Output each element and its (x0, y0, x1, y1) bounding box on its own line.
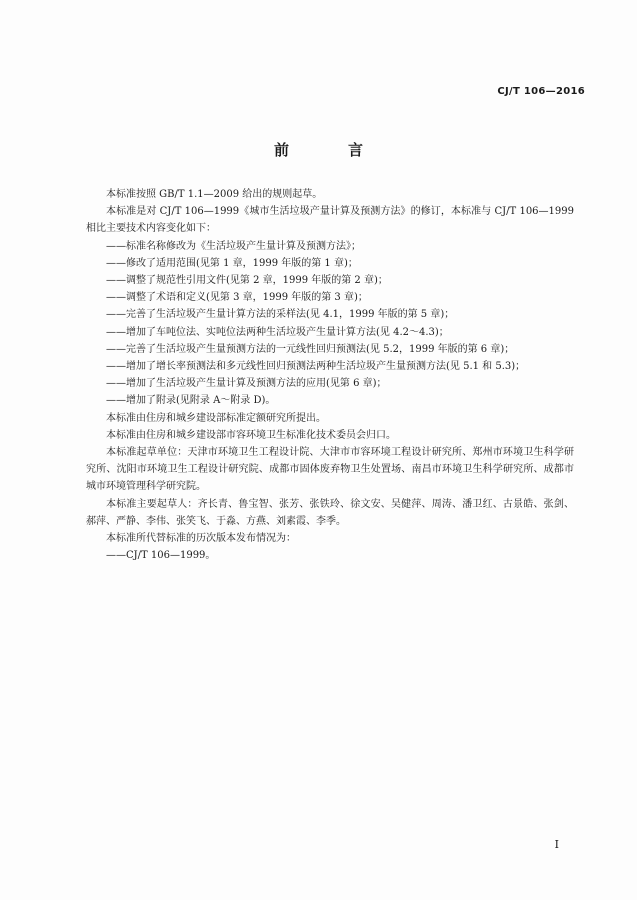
paragraph-revision: 本标准是对 CJ/T 106—1999《城市生活垃圾产量计算及预测方法》的修订，本标准与 CJ/T 106—1999 相比主要技术内容变化如下： (86, 206, 574, 235)
standard-code: CJ/T 106—2016 (497, 86, 585, 97)
paragraph-drafting-units: 本标准起草单位：天津市环境卫生工程设计院、大津市市容环境工程设计研究所、郑州市环境卫生科学研究所、沈阳市环境卫生工程设计研究院、成都市固体废弃物卫生处置场、南昌市环境卫生科学研究所、成都市城市环境管理科学研究院。 (86, 447, 574, 493)
page-title: 前 言 (273, 141, 385, 159)
changes-list (86, 238, 574, 410)
change-item: ——调整了术语和定义(见第 3 章，1999 年版的第 3 章)； (106, 292, 368, 304)
change-item: ——修改了适用范围(见第 1 章，1999 年版的第 1 章)； (106, 257, 358, 269)
change-item: ——增加了生活垃圾产生量计算及预测方法的应用(见第 6 章)； (106, 378, 387, 390)
change-item: ——完善了生活垃圾产生量计算方法的采样法(见 4.1，1999 年版的第 5 章)； (106, 309, 455, 321)
foreword-body (86, 186, 574, 564)
change-item: ——标准名称修改为《生活垃圾产生量计算及预测方法》； (106, 240, 361, 252)
change-item: ——完善了生活垃圾产生量预测方法的一元线性回归预测法(见 5.2，1999 年版的第 6 章)； (106, 343, 515, 355)
paragraph-drafters: 本标准主要起草人：齐长青、鲁宝智、张芳、张铁玲、徐文安、吴健萍、周涛、潘卫红、古景皓、张剑、郝萍、严静、李伟、张笑飞、于淼、方燕、刘素霞、李季。 (86, 498, 574, 527)
page-number: I (554, 838, 559, 851)
history-list (86, 547, 574, 564)
change-item: ——增加了附录(见附录 A～附录 D)。 (106, 395, 276, 407)
paragraph-proposed-by: 本标准由住房和城乡建设部标准定额研究所提出。 (106, 412, 326, 424)
change-item: ——调整了规范性引用文件(见第 2 章，1999 年版的第 2 章)； (106, 275, 388, 287)
history-item: ——CJ/T 106—1999。 (106, 550, 216, 562)
paragraph-history-intro: 本标准所代替标准的历次版本发布情况为： (106, 533, 296, 545)
change-item: ——增加了增长率预测法和多元线性回归预测法两种生活垃圾产生量预测方法(见 5.1 和 5.3)； (106, 361, 526, 373)
paragraph-centralized-by: 本标准由住房和城乡建设部市容环境卫生标准化技术委员会归口。 (106, 429, 396, 441)
paragraph-drafting-rules: 本标准按照 GB/T 1.1—2009 给出的规则起草。 (106, 189, 323, 200)
change-item: ——增加了车吨位法、实吨位法两种生活垃圾产生量计算方法(见 4.2～4.3)； (106, 326, 449, 338)
